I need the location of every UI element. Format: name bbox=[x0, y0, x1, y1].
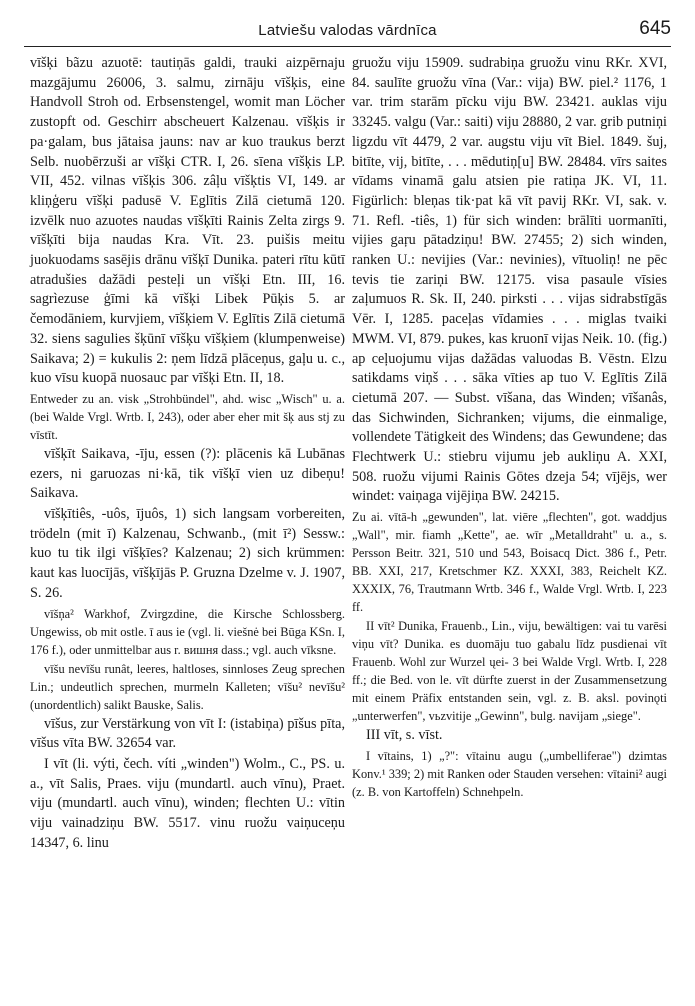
entry-visna: vīšņa² Warkhof, Zvirgzdine, die Kirsche Schlossberg. Ungewiss, ob mit ostle. ī aus ie (vgl. li. viešnė bei Būga KSn. I, 176 f.), oder unmittelbar aus r. вишня dass.; vgl. auch vīksne. bbox=[30, 606, 345, 657]
left-column bbox=[30, 54, 345, 854]
entry-visu-nevisu: vīšu nevīšu runât, leeres, haltloses, sinnloses Zeug sprechen Lin.; undeutlich sprechen, murmeln Kalleten; vīšu² nevīšu² (unordentlich) salikt Bauske, Salis. bbox=[30, 661, 345, 712]
right-column bbox=[352, 54, 667, 801]
entry-vit-2: II vīt² Dunika, Frauenb., Lin., viju, bewältigen: vai tu varēsi viņu vīt? Dunika. es duomāju tuo gabalu līdz pusdienai vīt Frauenb. Wohl zur Wurzel ųei- 3 bei Walde Vrgl. Wrtb. I, 228 ff.; die Bed. von le. vīt dürfte zuerst in der Zusammensetzung mit einem Präfix entstanden sein, vgl. z. B. aksl. povinǫti „unterwerfen", vьzvitije „Gewinn", bulg. navijam „siege". bbox=[352, 619, 667, 724]
entry-visus: vīšus, zur Verstärkung von vīt I: (istabiņa) pīšus pīta, vīšus vīta BW. 32654 var. bbox=[30, 715, 345, 752]
entry-visķi: vīšķi bãzu azuotē: tautiņās galdi, trauki aizpērnaju mazgājumu 26006, 3. salmu, zirnāju vīšķis, eine Handvoll Stroh od. Erbsenstengel, womit man Löcher zustopft od. Geschirr abscheuert Kalzenau. vīšķis ir pa·galam, bus jātaisa jauns: nav ar kuo traukus berzt Selb. nuobērzuši ar vīšķi CTR. I, 26. sīena vīšķis LP. VII, 452. vilnas vīšķis 306. zâļu vīšķtis VI, 149. ar kliņģeru vīšķi padusē V. Eglītis Zilā cietumā 120. izvēlk nuo azuotes naudas vīšķīti Rainis Zelta zirgs 9. vīšķīti bija naudas Kra. Vīt. 23. puišis meitu juokuodams sasējis drānu vīšķī Dunika. pateri rītu kūtī atradušies dažādi pesteļi un vīšķi Etn. III, 16. sagrìezuse ģīmi kā vīšķi Libek Pūķis 5. ar čemodāniem, kurvjiem, vīšķiem V. Eglītis Zilā cietumā 32. siens sagulies šķūnī vīšķu vīšķiem (klumpenweise) Saikava; 2) = kukulis 2: ņem līdzā plāceņus, gaļu u. c., kuo vīsu kuopā nuosauc par vīšķi Etn. II, 18. bbox=[30, 55, 345, 387]
entry-visķities: vīšķītiês, -uôs, ījuôs, 1) sich langsam vorbereiten, trödeln (mit ī) Kalzenau, Schwanb., (mit ī²) Sessw.: kuo tu tik ilgi vīšķīes? Kalzenau; 2) sich krümmen: kaut kas luocījās, vīšķījās P. Gruzna Dzelme v. J. 1907, S. 26. bbox=[30, 506, 345, 601]
header-rule bbox=[24, 46, 671, 47]
page-header bbox=[24, 16, 671, 46]
entry-visķit: vīšķīt Saikava, -īju, essen (?): plācenis kā Lubānas ezers, ni garuozas ni·kā, tik vīšķī vien uz dibeņu! Saikava. bbox=[30, 445, 345, 502]
entry-vit-1-continued: gruožu viju 15909. sudrabiņa gruožu vinu RKr. XVI, 84. saulīte gruožu vīna (Var.: vija) BW. piel.² 1176, 1 var. trim starām pīcku viju BW. 23421. auklas viju 33245. valgu (Var.: saiti) viju 28880, 2 var. grib putniņi ligzdu vīt 4479, 2 var. augstu viju vīt Biel. 1849. šuj, bitīte, vij, bitīte, . . . mēdutiņ[u] BW. 28484. vīrs saites vīdams vinamā galu atsien pie ratiņa JK. VI, 11. Figürlich: bleņas tik·pat kā vīt pavij RKr. VI, sak. v. 71. Refl. -tiês, 1) für sich winden: brālīti uormanīti, vijies gaŗu pātadziņu! BW. 27455; 2) sich winden, ranken U.: nevijies (Var.: nevinies), vītuoliņ! ne pēc tevis tie zariņi BW. 12175. visa pasaule vīsies zaļumuos R. Sk. II, 240. pirksti . . . vijas sidrabstīgās Vēr. I, 1285. paceļas vīdamies . . . miglas tvaiki MWM. VI, 879. pukes, kas kruonī vijas Neik. 10. (fig.) ap ceļuojumu vijas dažādas valuodas B. Vēstn. Elzu satikdams viņš . . . sāka vīties ap tuo V. Eglītis Zilā cietumā 207. — Subst. vīšana, das Winden; vīšanâs, das Sichwinden, Sichranken; vijums, die einmalige, vollendete Tätigkeit des Windens; das Gewundene; das Flechtwerk U.: stiebru vijumu jeb aukliņu A. XXI, 508. ruožu vijumi Rainis Gōtes dzeja 54; vījējs, wer windet: vaiņaga vijējiņa BW. 24215. bbox=[352, 55, 667, 505]
entry-vitains: I vītains, 1) „?": vītainu augu („umbelliferae") dzimtas Konv.¹ 339; 2) mit Ranken oder Stauden versehen: vītaini² augi (z. B. von Kartoffeln) Schnehpeln. bbox=[352, 748, 667, 799]
entry-vit-3: III vīt, s. vīst. bbox=[366, 727, 443, 744]
page-number: 645 bbox=[639, 18, 671, 39]
entry-vit-1: I vīt (li. výti, čech. víti „winden") Wolm., C., PS. u. a., vīt Salis, Praes. viju (mundartl. auch vīnu), Praet. viju (mundartl. auch vīnu), winden; flechten U.: vītin viju vainadziņu BW. 5517. vinu ruožu vaiņuceņu 14347, 6. linu bbox=[30, 755, 345, 851]
running-title: Latviešu valodas vārdnīca bbox=[258, 22, 437, 39]
etymology-vit-1: Zu ai. vītā-h „gewunden", lat. viēre „flechten", got. waddjus „Wall", mir. fiamh „Kette", ae. wīr „Metalldraht" u. a., s. Persson Beitr. 321, 510 und 543, Boisacq Dict. 386 f., Petr. BB. XXI, 217, Kretschmer KZ. XXXI, 383, Reichelt KZ. XXXIX, 76, Trautmann Wrtb. 346 f., Walde Vrgl. Wrtb. I, 223 ff. bbox=[352, 510, 667, 615]
etymology-visķi: Entweder zu an. visk „Strohbündel", ahd. wisc „Wisch" u. a. (bei Walde Vrgl. Wrtb. I, 243), oder aber eher mit šķ aus stj zu vīstīt. bbox=[30, 391, 345, 442]
